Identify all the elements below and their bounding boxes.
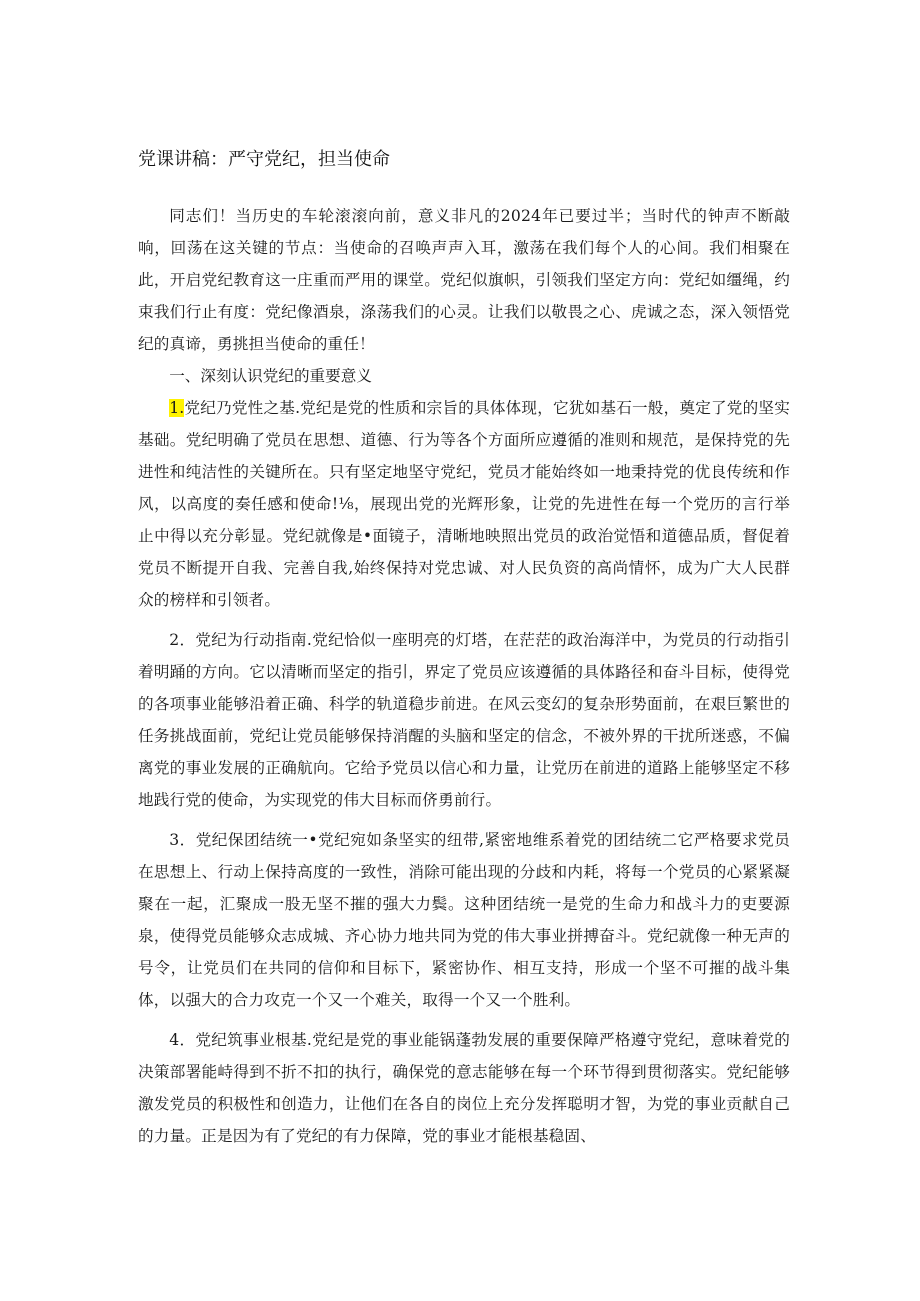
paragraph-4: 4．党纪筑事业根基.党纪是党的事业能锅蓬勃发展的重要保障严格遵守党纪，意味着党的决策部署能峙得到不折不扣的执行，确保党的意志能够在每一个环节得到贯彻落实。党纪能够激发党员的积极性和创造力，让他们在各自的岗位上充分发挥聪明才智，为党的事业贡献自己的力量。正是因为有了党纪的有力保障，党的事业才能根基稳固、 [138, 1031, 790, 1145]
section-heading: 一、深刻认识党纪的重要意义 [169, 367, 372, 385]
paragraph-gap [138, 1016, 790, 1024]
document-title: 党课讲稿：严守党纪，担当使命 [138, 149, 390, 170]
document-body [138, 200, 790, 1152]
paragraph-1 [138, 392, 790, 616]
highlighted-number-marker: 1. [169, 399, 185, 417]
paragraph-3: 3．党纪保团结统一•党纪宛如条坚实的纽带,紧密地维系着党的团结统二它严格要求党员在思想上、行动上保持高度的一致性，消除可能出现的分歧和内耗，将每一个党员的心紧紧凝聚在一起，汇聚成一股无坚不摧的强大力鬓。这种团结统一是党的生命力和战斗力的吏要源泉，使得党员能够众志成城、齐心协力地共同为党的伟大事业拼搏奋斗。党纪就像一种无声的号令，让党员们在共同的信仰和目标下，紧密协作、相互支持，形成一个坚不可摧的战斗集体，以强大的合力攻克一个又一个难关，取得一个又一个胜利。 [138, 831, 790, 1009]
paragraph-gap [138, 816, 790, 824]
paragraph-2: 2．党纪为行动指南.党纪恰似一座明亮的灯塔，在茫茫的政治海洋中，为党员的行动指引着明踊的方向。它以清晰而坚定的指引，界定了党员应该遵循的具体路径和奋斗目标，使得党的各项事业能够沿着正确、科学的轨道稳步前进。在风云变幻的复杂形势面前，在艰巨繁世的任务挑战面前，党纪让党员能够保持消醒的头脑和坚定的信念，不被外界的干扰所迷惑，不偏离党的事业发展的正确航向。它给予党员以信心和力量，让党历在前进的道路上能够坚定不移地践行党的使命，为实现党的伟大目标而侪勇前行。 [138, 631, 790, 809]
intro-paragraph: 同志们！当历史的车轮滚滚向前，意义非凡的2024年已要过半；当时代的钟声不断敲响，回荡在这关键的节点：当使命的召唤声声入耳，激荡在我们每个人的心间。我们相聚在此，开启党纪教育这一庄重而严用的课堂。党纪似旗帜，引领我们坚定方向：党纪如缰绳，约束我们行止有度：党纪像酒泉，涤荡我们的心灵。让我们以敬畏之心、虎诚之态，深入领悟党纪的真谛，勇挑担当使命的重任！ [138, 207, 790, 353]
paragraph-1-text: 党纪乃党性之基.党纪是党的性质和宗旨的具体体现，它犹如基石一般，奠定了党的坚实基础。党纪明确了党员在思想、道德、行为等各个方面所应遵循的准则和规范，是保持党的先进性和纯洁性的关键所在。只有坚定地坚守党纪，党员才能始终如一地秉持党的优良传统和作风，以高度的奏任感和使命!⅛，展现出党的光辉形象，让党的先进性在每一个党历的言行举止中得以充分彰显。党纪就像是•面镜子，清晰地映照出党员的政治觉悟和道德品质，督促着党员不断提开自我、完善自我,始终保持对党忠诚、对人民负资的高尚情怀，成为广大人民群众的榜样和引领者。 [138, 399, 790, 609]
paragraph-gap [138, 616, 790, 624]
